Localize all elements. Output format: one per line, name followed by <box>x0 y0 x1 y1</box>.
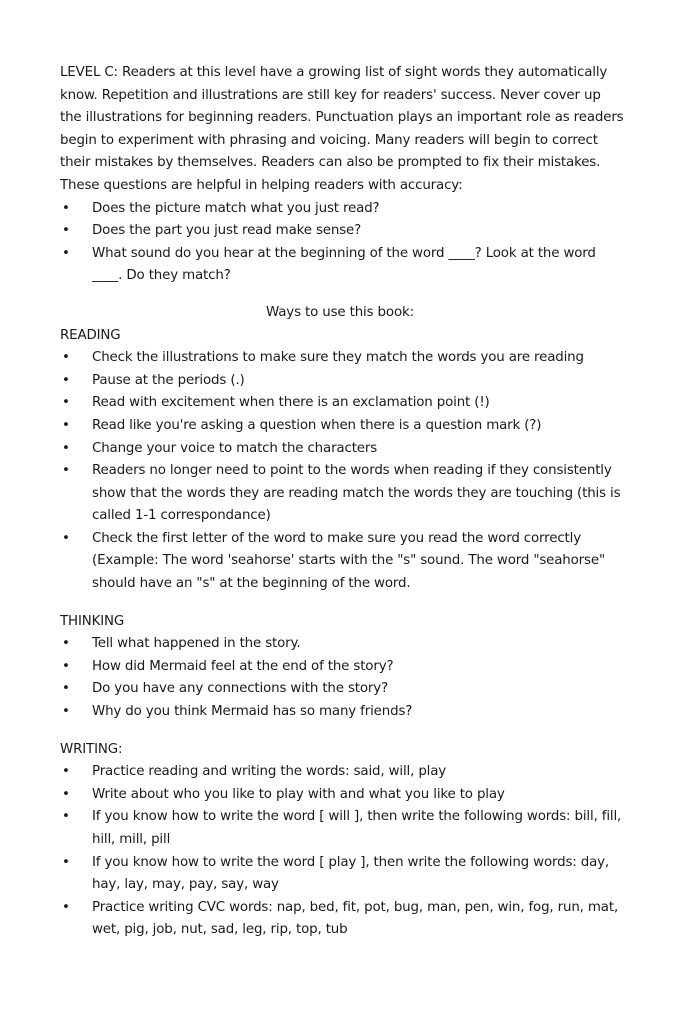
bullet-icon: • <box>62 245 70 261</box>
list-item-text: Pause at the periods (.) <box>92 372 245 388</box>
list-item-text: Readers no longer need to point to the words when reading if they consistently <box>92 463 612 479</box>
list-item-text: show that the words they are reading match the words they are touching (this is <box>92 485 621 501</box>
bullet-icon: • <box>62 395 70 411</box>
intro-line: begin to experiment with phrasing and voicing. Many readers will begin to correct <box>60 132 598 148</box>
bullet-icon: • <box>62 899 70 915</box>
bullet-icon: • <box>62 463 70 479</box>
list-item <box>60 460 620 528</box>
list-item-text: Change your voice to match the characters <box>92 440 378 456</box>
list-item-text: should have an "s" at the beginning of the word. <box>92 576 411 592</box>
writing-heading: WRITING: <box>60 741 123 757</box>
list-item <box>60 347 620 370</box>
list-item-text: Why do you think Mermaid has so many friends? <box>92 704 413 720</box>
thinking-heading: THINKING <box>60 613 125 629</box>
bullet-icon: • <box>62 417 70 433</box>
bullet-icon: • <box>62 658 70 674</box>
reading-list <box>60 347 620 596</box>
list-item-text: How did Mermaid feel at the end of the story? <box>92 658 394 674</box>
thinking-list <box>60 633 620 723</box>
bullet-icon: • <box>62 200 70 216</box>
list-item <box>60 656 620 679</box>
list-item-text: Read with excitement when there is an exclamation point (!) <box>92 395 490 411</box>
bullet-icon: • <box>62 786 70 802</box>
list-item-text: What sound do you hear at the beginning of the word ____? Look at the word <box>92 245 596 261</box>
bullet-icon: • <box>62 809 70 825</box>
bullet-icon: • <box>62 350 70 366</box>
bullet-icon: • <box>62 636 70 652</box>
list-item-text: hill, mill, pill <box>92 832 171 847</box>
list-item <box>60 761 620 784</box>
list-item <box>60 438 620 461</box>
list-item-text: hay, lay, may, pay, say, way <box>92 877 279 893</box>
list-item-text: If you know how to write the word [ will ], then write the following words: bill, fill, <box>92 809 622 825</box>
bullet-icon: • <box>62 764 70 780</box>
list-item-text: If you know how to write the word [ play ], then write the following words: day, <box>92 854 610 870</box>
list-item <box>60 852 620 897</box>
list-item <box>60 370 620 393</box>
list-item-text: Check the illustrations to make sure they match the words you are reading <box>92 350 584 366</box>
list-item-text: Practice writing CVC words: nap, bed, fit, pot, bug, man, pen, win, fog, run, mat, <box>92 899 619 915</box>
list-item-text: Does the picture match what you just read? <box>92 200 380 216</box>
list-item <box>60 415 620 438</box>
ways-title: Ways to use this book: <box>266 304 414 320</box>
list-item-text: Does the part you just read make sense? <box>92 223 362 239</box>
list-item-text: Check the first letter of the word to make sure you read the word correctly <box>92 530 581 546</box>
intro-line: the illustrations for beginning readers. Punctuation plays an important role as readers <box>60 110 624 126</box>
list-item <box>60 243 620 288</box>
intro-line: their mistakes by themselves. Readers can also be prompted to fix their mistakes. <box>60 155 601 171</box>
bullet-icon: • <box>62 372 70 388</box>
accuracy-questions-list <box>60 198 620 288</box>
writing-list <box>60 761 620 942</box>
reading-heading: READING <box>60 327 121 343</box>
list-item-text: wet, pig, job, nut, sad, leg, rip, top, tub <box>92 922 348 938</box>
list-item <box>60 806 620 851</box>
list-item-text: Read like you're asking a question when there is a question mark (?) <box>92 417 542 433</box>
list-item <box>60 220 620 243</box>
list-item-text: Tell what happened in the story. <box>92 636 301 652</box>
bullet-icon: • <box>62 854 70 870</box>
bullet-icon: • <box>62 440 70 456</box>
list-item <box>60 528 620 596</box>
list-item-text: Write about who you like to play with and what you like to play <box>92 786 505 802</box>
list-item-text: ____. Do they match? <box>92 268 231 284</box>
list-item <box>60 198 620 221</box>
list-item-text: Do you have any connections with the story? <box>92 681 389 697</box>
intro-line: know. Repetition and illustrations are still key for readers' success. Never cover up <box>60 87 601 103</box>
list-item <box>60 897 620 942</box>
list-item-text: (Example: The word 'seahorse' starts with the "s" sound. The word "seahorse" <box>92 553 605 569</box>
intro-line: LEVEL C: Readers at this level have a growing list of sight words they automatically <box>60 65 608 80</box>
list-item-text: Practice reading and writing the words: said, will, play <box>92 764 447 780</box>
intro-line: These questions are helpful in helping readers with accuracy: <box>60 177 463 193</box>
list-item <box>60 633 620 656</box>
list-item <box>60 701 620 724</box>
intro-paragraph <box>60 62 624 198</box>
list-item <box>60 784 620 807</box>
bullet-icon: • <box>62 704 70 720</box>
document-page <box>60 62 624 942</box>
bullet-icon: • <box>62 530 70 546</box>
bullet-icon: • <box>62 681 70 697</box>
list-item <box>60 392 620 415</box>
list-item-text: called 1-1 correspondance) <box>92 508 271 524</box>
bullet-icon: • <box>62 223 70 239</box>
list-item <box>60 678 620 701</box>
